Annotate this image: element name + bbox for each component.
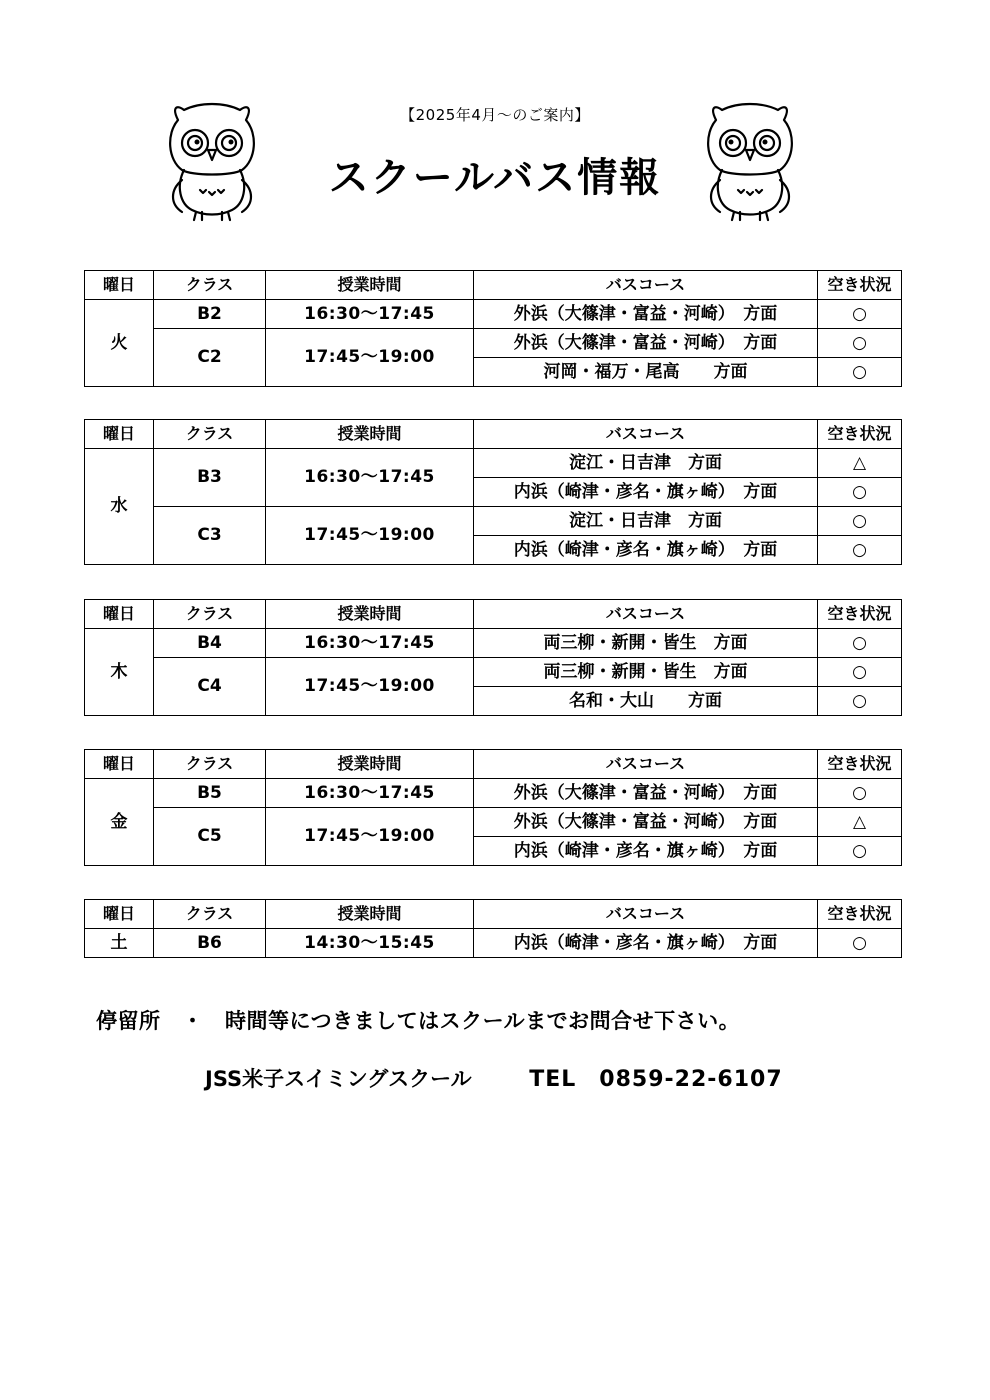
schedule-table-wed <box>84 419 902 565</box>
table-header-row <box>85 420 902 449</box>
table-row <box>85 329 902 358</box>
owl-illustration-left <box>162 100 262 222</box>
schedule-table-sat <box>84 899 902 958</box>
availability-cell: ○ <box>818 300 902 329</box>
owl-illustration-right <box>700 100 800 222</box>
availability-cell: ○ <box>818 779 902 808</box>
table-row <box>85 449 902 478</box>
col-header-class: クラス <box>154 271 266 300</box>
class-cell: C3 <box>154 507 266 565</box>
time-cell: 16:30～17:45 <box>266 449 474 507</box>
course-cell: 外浜（大篠津・富益・河崎） 方面 <box>474 808 818 837</box>
course-cell: 内浜（崎津・彦名・旗ヶ崎） 方面 <box>474 837 818 866</box>
day-cell: 火 <box>85 300 154 387</box>
table-row <box>85 929 902 958</box>
col-header-day: 曜日 <box>85 750 154 779</box>
table-row <box>85 629 902 658</box>
page-title: スクールバス情報 <box>328 155 662 201</box>
col-header-availability: 空き状況 <box>818 271 902 300</box>
course-cell: 外浜（大篠津・富益・河崎） 方面 <box>474 779 818 808</box>
schedule-table-tue <box>84 270 902 387</box>
time-cell: 16:30～17:45 <box>266 300 474 329</box>
course-cell: 河岡・福万・尾高 方面 <box>474 358 818 387</box>
course-cell: 淀江・日吉津 方面 <box>474 507 818 536</box>
schedule-table-thu <box>84 599 902 716</box>
col-header-availability: 空き状況 <box>818 900 902 929</box>
time-cell: 14:30～15:45 <box>266 929 474 958</box>
day-cell: 木 <box>85 629 154 716</box>
school-name: JSS米子スイミングスクール <box>205 1067 472 1091</box>
class-cell: C5 <box>154 808 266 866</box>
table-row <box>85 779 902 808</box>
subtitle: 【2025年4月～のご案内】 <box>400 106 590 124</box>
time-cell: 17:45～19:00 <box>266 808 474 866</box>
course-cell: 内浜（崎津・彦名・旗ヶ崎） 方面 <box>474 929 818 958</box>
availability-cell: ○ <box>818 507 902 536</box>
table-row <box>85 808 902 837</box>
availability-cell: ○ <box>818 536 902 565</box>
col-header-time: 授業時間 <box>266 271 474 300</box>
table-header-row <box>85 271 902 300</box>
course-cell: 淀江・日吉津 方面 <box>474 449 818 478</box>
availability-cell: ○ <box>818 478 902 507</box>
availability-cell: ○ <box>818 629 902 658</box>
course-cell: 内浜（崎津・彦名・旗ヶ崎） 方面 <box>474 536 818 565</box>
col-header-availability: 空き状況 <box>818 420 902 449</box>
contact-line <box>205 1062 783 1093</box>
col-header-day: 曜日 <box>85 900 154 929</box>
course-cell: 内浜（崎津・彦名・旗ヶ崎） 方面 <box>474 478 818 507</box>
col-header-availability: 空き状況 <box>818 600 902 629</box>
col-header-availability: 空き状況 <box>818 750 902 779</box>
time-cell: 16:30～17:45 <box>266 629 474 658</box>
col-header-day: 曜日 <box>85 271 154 300</box>
class-cell: C2 <box>154 329 266 387</box>
col-header-class: クラス <box>154 900 266 929</box>
course-cell: 両三柳・新開・皆生 方面 <box>474 629 818 658</box>
col-header-class: クラス <box>154 600 266 629</box>
class-cell: B6 <box>154 929 266 958</box>
col-header-course: バスコース <box>474 900 818 929</box>
availability-cell: ○ <box>818 658 902 687</box>
col-header-course: バスコース <box>474 420 818 449</box>
col-header-class: クラス <box>154 750 266 779</box>
day-cell: 金 <box>85 779 154 866</box>
time-cell: 17:45～19:00 <box>266 507 474 565</box>
col-header-course: バスコース <box>474 750 818 779</box>
day-cell: 水 <box>85 449 154 565</box>
schedule-table-fri <box>84 749 902 866</box>
phone-number[interactable]: TEL 0859-22-6107 <box>529 1067 783 1092</box>
contact-note: 停留所 ・ 時間等につきましてはスクールまでお問合せ下さい。 <box>96 1009 741 1033</box>
availability-cell: ○ <box>818 929 902 958</box>
time-cell: 16:30～17:45 <box>266 779 474 808</box>
table-row <box>85 507 902 536</box>
col-header-time: 授業時間 <box>266 600 474 629</box>
class-cell: B2 <box>154 300 266 329</box>
col-header-class: クラス <box>154 420 266 449</box>
time-cell: 17:45～19:00 <box>266 658 474 716</box>
col-header-course: バスコース <box>474 600 818 629</box>
col-header-day: 曜日 <box>85 600 154 629</box>
availability-cell: ○ <box>818 358 902 387</box>
availability-cell: △ <box>818 808 902 837</box>
class-cell: B5 <box>154 779 266 808</box>
table-header-row <box>85 750 902 779</box>
course-cell: 名和・大山 方面 <box>474 687 818 716</box>
availability-cell: ○ <box>818 837 902 866</box>
availability-cell: ○ <box>818 687 902 716</box>
course-cell: 外浜（大篠津・富益・河崎） 方面 <box>474 329 818 358</box>
course-cell: 外浜（大篠津・富益・河崎） 方面 <box>474 300 818 329</box>
table-row <box>85 300 902 329</box>
col-header-course: バスコース <box>474 271 818 300</box>
class-cell: B3 <box>154 449 266 507</box>
table-header-row <box>85 600 902 629</box>
class-cell: B4 <box>154 629 266 658</box>
col-header-time: 授業時間 <box>266 750 474 779</box>
availability-cell: ○ <box>818 329 902 358</box>
col-header-time: 授業時間 <box>266 420 474 449</box>
day-cell: 土 <box>85 929 154 958</box>
time-cell: 17:45～19:00 <box>266 329 474 387</box>
course-cell: 両三柳・新開・皆生 方面 <box>474 658 818 687</box>
class-cell: C4 <box>154 658 266 716</box>
col-header-day: 曜日 <box>85 420 154 449</box>
col-header-time: 授業時間 <box>266 900 474 929</box>
table-row <box>85 658 902 687</box>
table-header-row <box>85 900 902 929</box>
availability-cell: △ <box>818 449 902 478</box>
